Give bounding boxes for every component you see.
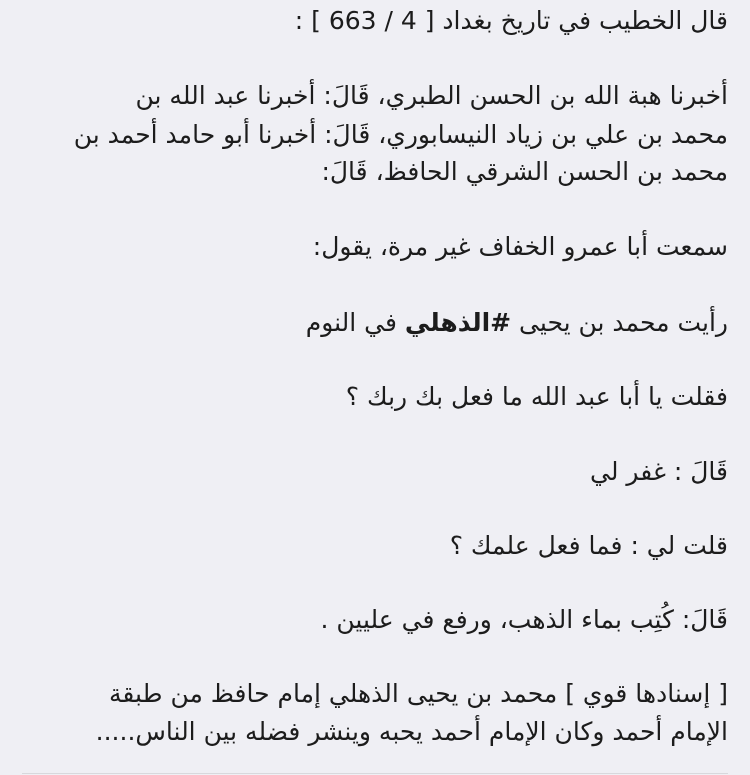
narration-intro: سمعت أبا عمرو الخفاف غير مرة، يقول: (312, 232, 728, 261)
heading-line: قال الخطيب في تاريخ بغداد [ 4 / 663 ] : (294, 6, 728, 35)
comment-line-1: [ إسنادها قوي ] محمد بن يحيى الذهلي إمام حافظ من طبقة (109, 679, 728, 708)
dream-line-after: في النوم (305, 308, 405, 337)
answer-2: قَالَ: كُتِب بماء الذهب، ورفع في عليين . (320, 605, 728, 634)
question-2: قلت لي : فما فعل علمك ؟ (449, 531, 728, 560)
answer-1: قَالَ : غفر لي (590, 457, 728, 486)
hashtag-link[interactable]: #الذهلي (404, 308, 512, 337)
dream-line (8, 306, 728, 340)
isnad-line-1: أخبرنا هبة الله بن الحسن الطبري، قَالَ: أخبرنا عبد الله بن (135, 81, 728, 110)
comment-line-2: الإمام أحمد وكان الإمام أحمد يحبه وينشر فضله بين الناس..... (95, 717, 728, 746)
dream-line-before: رأيت محمد بن يحيى (511, 308, 728, 337)
isnad-line-2: محمد بن علي بن زياد النيسابوري، قَالَ: أخبرنا أبو حامد أحمد بن (73, 120, 728, 149)
isnad-line-3: محمد بن الحسن الشرقي الحافظ، قَالَ: (321, 157, 728, 186)
bottom-divider (22, 773, 728, 774)
question-1: فقلت يا أبا عبد الله ما فعل بك ربك ؟ (345, 382, 728, 411)
